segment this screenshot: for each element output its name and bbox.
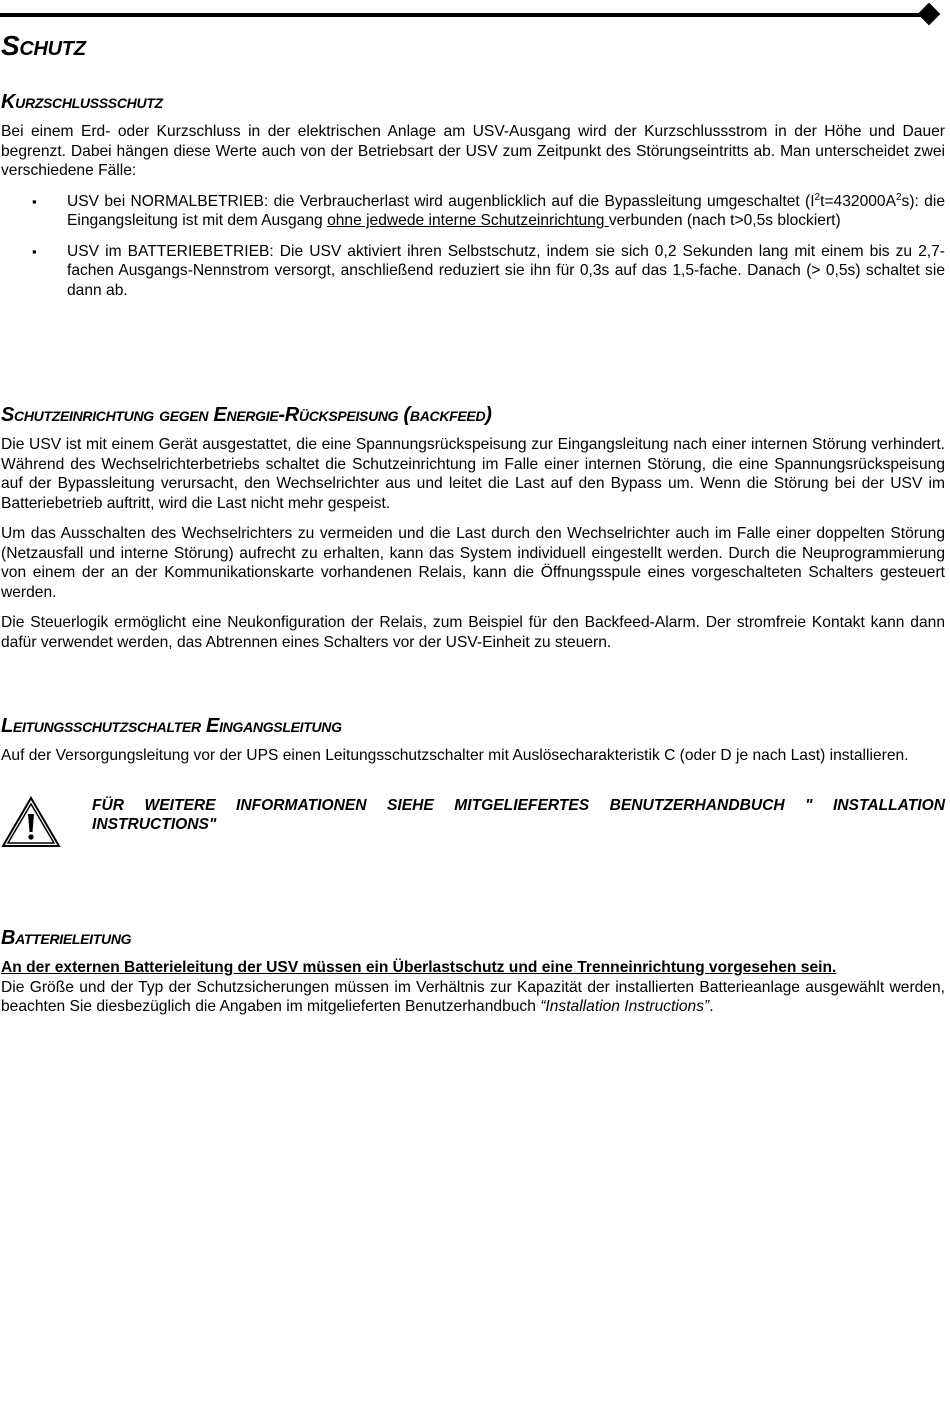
list-item: ▪ USV im BATTERIEBETRIEB: Die USV aktiviert ihren Selbstschutz, indem sie sich 0,2 Sekunden lang mit einem bis zu 2,7-fachen Ausgangs-Nennstrom versorgt, anschließend reduziert sie ihn für 0,3s auf das 1,5-fache. Danach (> 0,5s) schaltet sie dann ab. [1, 242, 945, 301]
bullet-list [1, 192, 945, 301]
warning-note [1, 796, 945, 848]
paragraph: Um das Ausschalten des Wechselrichters zu vermeiden und die Last durch den Wechselrichter auch im Falle einer doppelten Störung (Netzausfall und interne Störung) aufrecht zu erhalten, kann das System individuell eingestellt werden. Durch die Neuprogrammierung von einem der an der Kommunikationskarte vorhandenen Relais, kann die Öffnungsspule eines vorgeschalteten Schalters gesteuert werden. [1, 525, 945, 601]
page-title: Schutz [1, 30, 86, 61]
paragraph: An der externen Batterieleitung der USV müssen ein Überlastschutz und eine Trenneinrichtung vorgesehen sein. Die Größe und der Typ der Schutzsicherungen müssen im Verhältnis zur Kapazität der installierten Batterieanlage ausgewählt werden, beachten Sie diesbezüglich die Angaben im mitgelieferten Benutzerhandbuch “Installation Instructions”. [1, 959, 945, 1015]
paragraph: Auf der Versorgungsleitung vor der UPS einen Leitungsschutzschalter mit Auslösecharakteristik C (oder D je nach Last) installieren. [1, 747, 909, 764]
list-item: ▪ USV bei NORMALBETRIEB: die Verbraucherlast wird augenblicklich auf die Bypassleitung umgeschaltet $(I^2t=432000A^2s)$: die Eingangsleitung ist mit dem Ausgang ohne jedwede interne Schutzeinrichtung verbunden (nach t>0,5s blockiert) [1, 192, 945, 231]
header-diamond-icon [918, 3, 941, 26]
paragraph: Die Steuerlogik ermöglicht eine Neukonfiguration der Relais, zum Beispiel für den Backfeed-Alarm. Der stromfreie Kontakt kann dann dafür verwendet werden, das Abtrennen eines Schalters vor der USV-Einheit zu steuern. [1, 614, 945, 651]
header-rule [0, 13, 928, 17]
paragraph: Die USV ist mit einem Gerät ausgestattet, die eine Spannungsrückspeisung zur Eingangsleitung nach einer internen Störung verhindert. Während des Wechselrichterbetriebs schaltet die Schutzeinrichtung im Falle einer internen Störung, die eine Spannungsrückspeisung auf der Bypassleitung verursacht, den Wechselrichter aus und leitet die Last auf den Bypass um. Wenn die Störung bei der USV im Batteriebetrieb auftritt, wird die Last nicht mehr gespeist. [1, 436, 945, 512]
section-backfeed [1, 403, 945, 652]
section-kurzschlussschutz [1, 90, 945, 311]
paragraph: Bei einem Erd- oder Kurzschluss in der elektrischen Anlage am USV-Ausgang wird der Kurzschlussstrom in der Höhe und Dauer begrenzt. Dabei hängen diese Werte auch von der Betriebsart der USV zum Zeitpunkt des Störungseintritts ab. Man unterscheidet zwei verschiedene Fälle: [1, 123, 945, 179]
section-heading: Batterieleitung [1, 927, 132, 949]
section-leitungsschutzschalter [1, 714, 945, 848]
section-batterieleitung [1, 926, 945, 1017]
warning-triangle-icon [1, 796, 61, 848]
warning-text: FÜR WEITERE INFORMATIONEN SIEHE MITGELIEFERTES BENUTZERHANDBUCH " INSTALLATION INSTRUCTIONS" [92, 796, 945, 833]
section-heading: Kurzschlussschutz [1, 91, 163, 113]
section-heading: Leitungsschutzschalter Eingangsleitung [1, 715, 342, 737]
section-heading: Schutzeinrichtung gegen Energie-Rückspeisung (backfeed) [1, 404, 492, 426]
bold-notice: An der externen Batterieleitung der USV müssen ein Überlastschutz und eine Trenneinrichtung vorgesehen sein. [1, 959, 837, 976]
